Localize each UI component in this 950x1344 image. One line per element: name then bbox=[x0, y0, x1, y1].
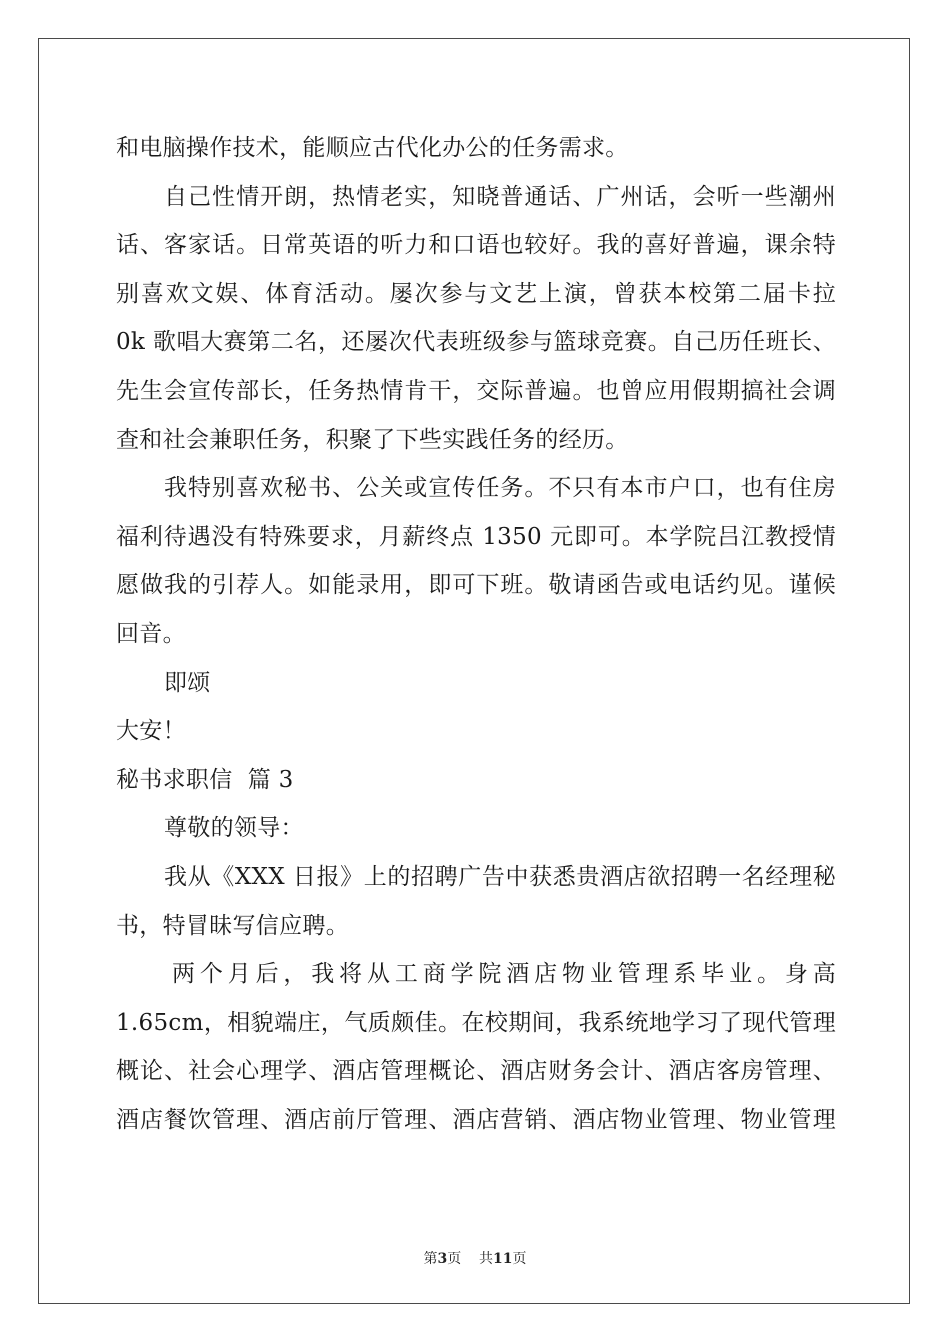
page-footer bbox=[0, 1248, 950, 1268]
footer-prefix: 第 bbox=[423, 1251, 438, 1267]
text-line: 1.65cm，相貌端庄，气质颇佳。在校期间，我系统地学习了现代管理 bbox=[116, 1009, 836, 1036]
closing-wish: 大安！ bbox=[116, 718, 186, 745]
text-line: 书，特冒昧写信应聘。 bbox=[116, 912, 349, 939]
text-line: 愿做我的引荐人。如能录用，即可下班。敬请函告或电话约见。谨候 bbox=[116, 572, 836, 599]
footer-suffix: 页 bbox=[512, 1251, 527, 1267]
text-line: 和电脑操作技术，能顺应古代化办公的任务需求。 bbox=[116, 135, 629, 161]
section-heading: 秘书求职信 篇 3 bbox=[116, 766, 294, 793]
text-line: 话、客家话。日常英语的听力和口语也较好。我的喜好普遍，课余特 bbox=[116, 232, 836, 259]
text-line: 我从《XXX 日报》上的招聘广告中获悉贵酒店欲招聘一名经理秘 bbox=[164, 863, 836, 890]
text-line: 福利待遇没有特殊要求，月薪终点 1350 元即可。本学院吕江教授情 bbox=[116, 523, 836, 550]
total-page-count: 11 bbox=[493, 1251, 513, 1267]
text-line: 概论、社会心理学、酒店管理概论、酒店财务会计、酒店客房管理、 bbox=[116, 1058, 836, 1085]
text-line: 我特别喜欢秘书、公关或宣传任务。不只有本市户口，也有住房 bbox=[164, 475, 836, 502]
text-line: 先生会宣传部长，任务热情肯干，交际普遍。也曾应用假期搞社会调 bbox=[116, 377, 836, 404]
letter-body bbox=[116, 124, 836, 1144]
closing-salutation: 即颂 bbox=[164, 669, 211, 696]
greeting: 尊敬的领导： bbox=[164, 815, 304, 842]
text-line: 酒店餐饮管理、酒店前厅管理、酒店营销、酒店物业管理、物业管理 bbox=[116, 1106, 836, 1133]
text-line: 查和社会兼职任务，积聚了下些实践任务的经历。 bbox=[116, 426, 629, 453]
footer-mid: 页 共 bbox=[447, 1251, 494, 1267]
text-line: 两个月后，我将从工商学院酒店物业管理系毕业。身高 bbox=[172, 961, 836, 988]
text-line: 0k 歌唱大赛第二名，还屡次代表班级参与篮球竞赛。自己历任班长、 bbox=[116, 329, 836, 356]
current-page-number: 3 bbox=[437, 1251, 448, 1267]
text-line: 自己性情开朗，热情老实，知晓普通话、广州话，会听一些潮州 bbox=[164, 183, 836, 210]
text-line: 别喜欢文娱、体育活动。屡次参与文艺上演，曾获本校第二届卡拉 bbox=[116, 280, 836, 307]
text-line: 回音。 bbox=[116, 620, 186, 647]
